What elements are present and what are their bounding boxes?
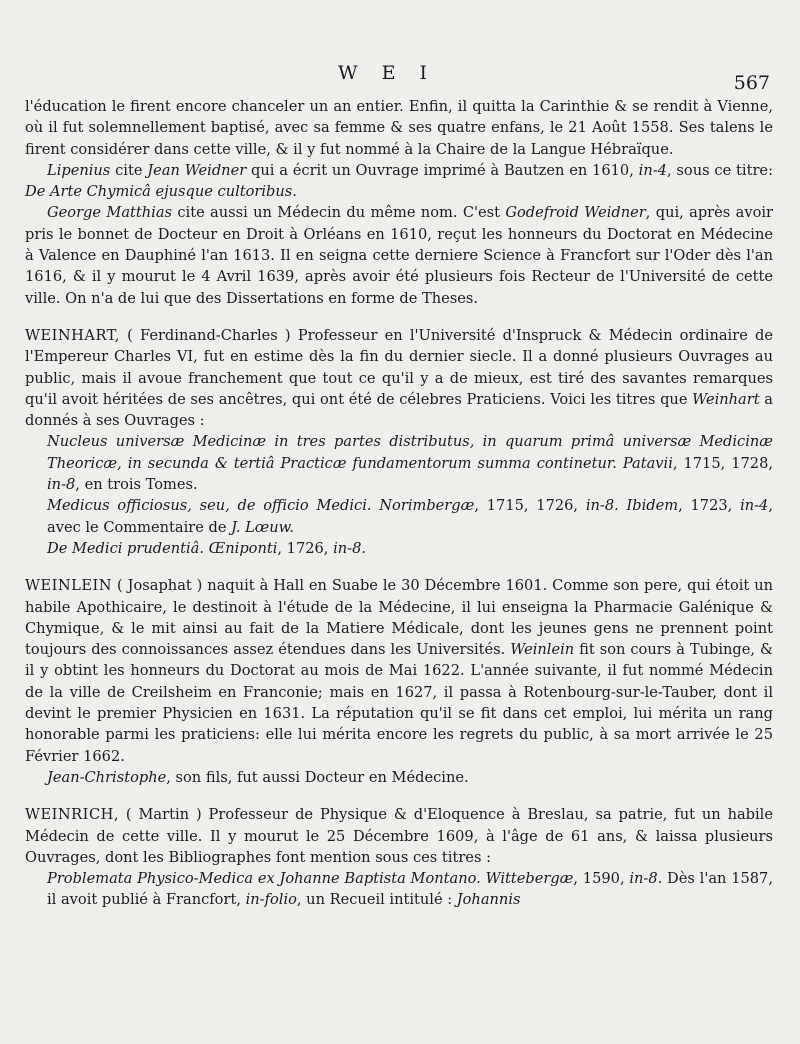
paragraph-text: , son fils, fut aussi Docteur en Médecine.	[166, 768, 469, 786]
paragraph-matthias	[25, 202, 773, 308]
person-name: J. Lœuw.	[231, 518, 295, 536]
citation-text: , 1723,	[678, 497, 741, 515]
format: in-8. Ibidem	[585, 497, 679, 515]
entry-body	[25, 804, 773, 868]
paragraph-text: , sous ce titre:	[666, 161, 773, 179]
format: in-4	[740, 497, 769, 515]
paragraph-text: cite	[110, 161, 148, 179]
entry-weinhart	[25, 325, 773, 559]
paragraph-text: , qui, après avoir pris le bonnet de Docteur en Droit à Orléans en 1610, reçut les honneurs du Doctorat en Médecine à Valence en Dauphiné l'an 1613. Il en seigna cette derniere Science à Francfort sur l'Oder dès l'an 1616, & il y mourut le 4 Avril 1639, après avoir été plusieurs fois Recteur de l'Université de cette ville. On n'a de lui que des Dissertations en forme de Theses.	[25, 204, 774, 307]
citation-text: , 1715, 1726,	[474, 497, 586, 515]
citation-text: , 1715, 1728,	[672, 454, 774, 472]
headword: WEINRICH,	[25, 806, 119, 824]
person-name: Weinhart	[692, 390, 760, 408]
entry-note	[25, 767, 773, 788]
headword: WEINHART,	[25, 326, 120, 344]
page-header	[0, 62, 800, 92]
format: in-8.	[333, 539, 366, 557]
cited-author: Lipenius	[47, 161, 111, 179]
format: in-8	[47, 476, 76, 494]
person-name: Weinlein	[510, 641, 575, 659]
work-citation	[25, 538, 773, 559]
entry-weinlein	[25, 575, 773, 788]
entry-body	[25, 325, 773, 431]
book-title: Problemata Physico-Medica ex Johanne Baptista Montano. Wittebergæ	[47, 870, 574, 888]
format: in-8.	[629, 870, 663, 888]
page-body	[25, 96, 773, 911]
headword: WEINLEIN	[25, 577, 113, 595]
entry-body	[25, 575, 773, 767]
book-title: Medicus officiosus, seu, de officio Medici. Norimbergæ	[47, 497, 475, 515]
book-title: Johannis	[456, 891, 521, 909]
citation-text: , avec le Commentaire de	[47, 497, 773, 536]
paragraph-text: ( Ferdinand-Charles ) Professeur en l'Université d'Inspruck & Médecin ordinaire de l'Empereur Charles VI, fut en estime dès la fin du dernier siecle. Il a donné plusieurs Ouvrages au public, mais il avoue franchement que tout ce qu'il y a de mieux, est tiré des savantes remarques qu'il avoit héritées de ses ancêtres, qui ont été de célebres Praticiens. Voici les titres que	[25, 326, 773, 408]
paragraph-lipenius	[25, 160, 773, 203]
book-title: Nucleus universæ Medicinæ in tres partes distributus, in quarum primâ universæ Medicinæ Theoricæ, in secunda & tertiâ Practicæ fundamentorum summa continetur. Patavii	[47, 433, 773, 472]
book-title: De Arte Chymicâ ejusque cultoribus.	[25, 183, 297, 201]
paragraph-text: fit son cours à Tubinge, & il y obtint les honneurs du Doctorat au mois de Mai 1622. L'année suivante, il fut nommé Médecin de la ville de Creilsheim en Franconie; mais en 1627, il passa à Rotenbourg-sur-le-Tauber, dont il devint le premier Physicien en 1631. La réputation qu'il se fit dans cet emploi, lui mérita un rang honorable parmi les praticiens: elle lui mérita encore les regrets du public, à sa mort arrivée le 25 Février 1662.	[25, 641, 774, 765]
page-number: 567	[733, 72, 770, 94]
book-title: De Medici prudentiâ. Œniponti	[47, 539, 278, 557]
paragraph-text: ( Martin ) Professeur de Physique & d'Eloquence à Breslau, sa patrie, fut un habile Médecin de cette ville. Il y mourut le 25 Décembre 1609, à l'âge de 61 ans, & laissa plusieurs Ouvrages, dont les Bibliographes font mention sous ces titres :	[25, 806, 773, 866]
entry-weinrich	[25, 804, 773, 910]
paragraph-continuation	[25, 96, 773, 160]
paragraph-text: cite aussi un Médecin du même nom. C'est	[172, 204, 506, 222]
format: in-4	[638, 161, 667, 179]
paragraph-text: qui a écrit un Ouvrage imprimé à Bautzen en 1610,	[246, 161, 639, 179]
paragraph-text: l'éducation le firent encore chanceler un an entier. Enfin, il quitta la Carinthie & se rendit à Vienne, où il fut solemnellement baptisé, avec sa femme & ses quatre enfans, le 21 Août 1558. Ses talens le firent considérer dans cette ville, & il y fut nommé à la Chaire de la Langue Hébraïque.	[25, 98, 773, 158]
paragraph-text: ( Josaphat ) naquit à Hall en Suabe le 30 Décembre 1601. Comme son pere, qui étoit un habile Apothicaire, le destinoit à l'étude de la Médecine, il lui enseigna la Pharmacie Galénique & Chymique, & le mit ainsi au fait de la Matiere Médicale, dont les jeunes gens ne prennent point toujours des connoissances assez étendues dans les Universités.	[25, 577, 773, 659]
running-head: W E I	[338, 62, 436, 84]
format: in-folio	[245, 891, 297, 909]
work-citation	[25, 431, 773, 495]
person-name: Jean Weidner	[147, 161, 247, 179]
citation-text: , un Recueil intitulé :	[296, 891, 457, 909]
work-citation	[25, 868, 773, 911]
paragraph-text: a donnés à ses Ouvrages :	[25, 390, 773, 430]
citation-text: , 1726,	[277, 539, 334, 557]
citation-text: Dès l'an 1587, il avoit publié à Francfort,	[47, 870, 773, 909]
citation-text: , 1590,	[573, 870, 630, 888]
cited-author: George Matthias	[47, 204, 173, 222]
person-name: Godefroid Weidner	[505, 204, 646, 222]
citation-text: , en trois Tomes.	[75, 476, 198, 494]
person-name: Jean-Christophe	[47, 768, 167, 786]
work-citation	[25, 495, 773, 538]
